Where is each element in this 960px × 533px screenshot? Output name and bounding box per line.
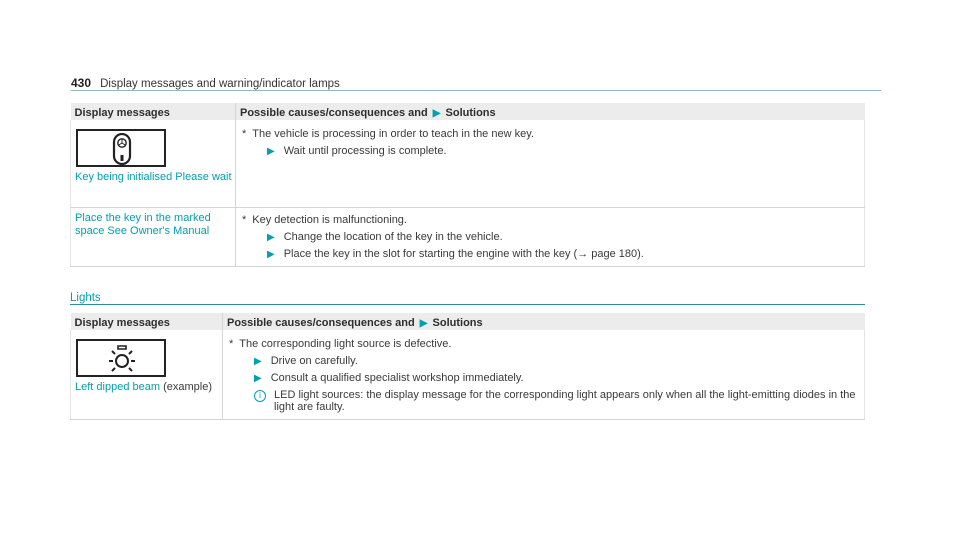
triangle-right-icon: ▶ xyxy=(267,248,275,260)
messages-table-lights xyxy=(70,313,865,420)
cause-bullet: * xyxy=(242,213,247,226)
table-header-row xyxy=(71,103,865,120)
cause-line xyxy=(229,338,864,350)
display-message-cell xyxy=(71,330,223,420)
triangle-right-icon: ▶ xyxy=(267,146,275,157)
solution-step xyxy=(267,231,864,243)
triangle-right-icon: ▶ xyxy=(254,356,262,367)
column-header-causes xyxy=(236,103,865,120)
table-header-row xyxy=(71,313,865,330)
key-fob-icon xyxy=(112,133,132,165)
causes-cell xyxy=(236,207,865,266)
display-message-suffix: (example) xyxy=(163,381,212,393)
column-header-display-messages: Display messages xyxy=(71,313,223,330)
solution-text: Consult a qualified specialist workshop immediately. xyxy=(270,372,524,384)
column-header-causes-prefix: Possible causes/consequences and xyxy=(227,316,415,329)
display-icon-box xyxy=(76,339,166,377)
display-message-cell xyxy=(71,120,236,207)
solution-step xyxy=(267,248,864,260)
section-title-lights: Lights xyxy=(70,292,101,304)
cause-line xyxy=(242,128,864,140)
causes-cell xyxy=(223,330,865,420)
cause-bullet: * xyxy=(242,128,247,140)
info-note xyxy=(254,389,864,413)
cause-line xyxy=(242,214,864,226)
cause-text: The corresponding light source is defective. xyxy=(239,338,452,350)
triangle-right-icon: ▶ xyxy=(267,231,275,243)
lamp-fault-icon xyxy=(108,344,136,374)
triangle-right-icon: ▶ xyxy=(432,107,441,119)
table-row xyxy=(71,330,865,420)
display-message-text: Key being initialised Please wait xyxy=(75,171,232,183)
causes-cell xyxy=(236,120,865,207)
page-header xyxy=(71,76,864,90)
display-message-cell xyxy=(71,207,236,266)
column-header-display-messages: Display messages xyxy=(71,103,236,120)
header-rule xyxy=(71,90,881,91)
cause-bullet: * xyxy=(229,338,234,350)
table-row xyxy=(71,207,865,266)
solution-text: Change the location of the key in the vehicle. xyxy=(283,230,503,243)
solution-step xyxy=(267,145,864,157)
solution-step xyxy=(254,355,864,367)
solution-text: Wait until processing is complete. xyxy=(283,145,447,157)
messages-table-keys xyxy=(70,103,865,267)
solution-step xyxy=(254,372,864,384)
section-rule xyxy=(70,304,865,305)
display-message-text xyxy=(75,381,222,394)
triangle-right-icon: ▶ xyxy=(254,373,262,384)
table-row xyxy=(71,120,865,207)
solution-text: Drive on carefully. xyxy=(270,355,358,367)
cause-text: The vehicle is processing in order to teach in the new key. xyxy=(252,128,534,140)
info-note-text: LED light sources: the display message for the corresponding light appears only when all the light-emitting diodes in the light are faulty. xyxy=(274,389,856,413)
page-title: Display messages and warning/indicator lamps xyxy=(100,78,340,90)
column-header-causes xyxy=(223,313,865,330)
solution-text: Place the key in the slot for starting the engine with the key (→ page 180). xyxy=(283,247,644,260)
display-message-text: Place the key in the marked space See Owner's Manual xyxy=(75,211,211,237)
column-header-causes-prefix: Possible causes/consequences and xyxy=(240,106,428,119)
display-message-name: Left dipped beam xyxy=(75,381,161,393)
column-header-solutions: Solutions xyxy=(432,316,483,329)
triangle-right-icon: ▶ xyxy=(419,317,428,329)
display-icon-box xyxy=(76,129,166,167)
column-header-solutions: Solutions xyxy=(445,106,496,119)
page-number: 430 xyxy=(71,76,92,90)
info-icon: i xyxy=(254,390,266,402)
cause-text: Key detection is malfunctioning. xyxy=(252,213,407,226)
